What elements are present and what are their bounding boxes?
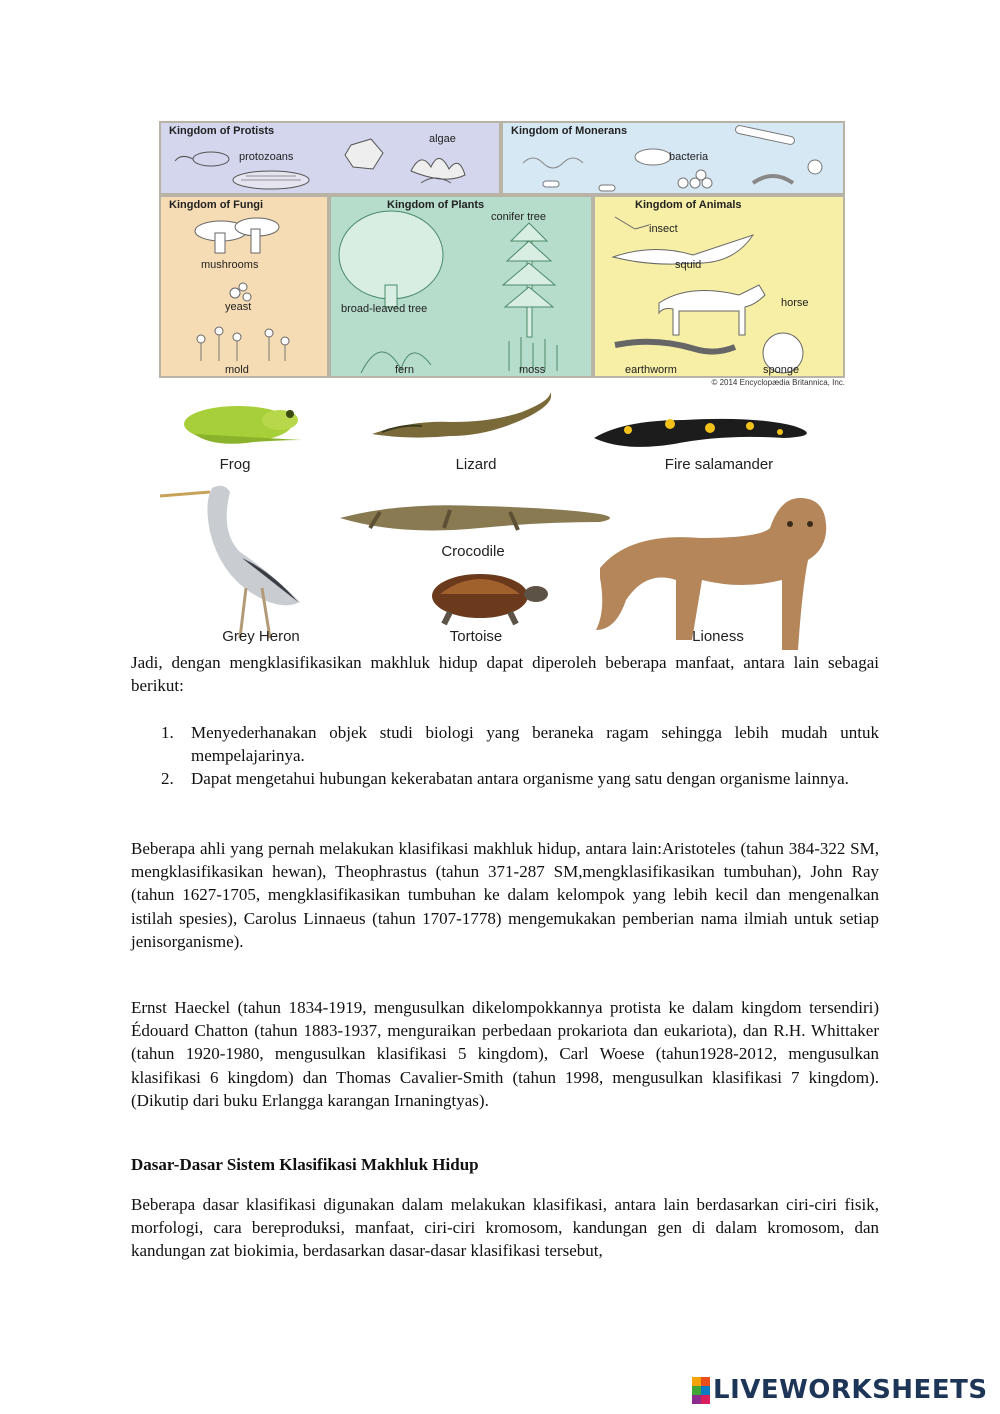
protists-panel <box>159 121 501 195</box>
fire-salamander-image <box>594 419 807 447</box>
protists-title: Kingdom of Protists <box>169 125 275 137</box>
mold-label: mold <box>225 364 249 376</box>
plants-title: Kingdom of Plants <box>387 199 485 211</box>
mushrooms-label: mushrooms <box>201 259 259 271</box>
animals-panel <box>593 195 845 378</box>
moss-label: moss <box>519 364 546 376</box>
section-heading: Dasar-Dasar Sistem Klasifikasi Makhluk Hidup <box>131 1155 479 1174</box>
experts-paragraph-2: Ernst Haeckel (tahun 1834-1919, mengusulkan dikelompokkannya protista ke dalam kingdom tersendiri) Édouard Chatton (tahun 1883-1937, menguraikan perbedaan prokariota dan eukariota), dan R.H. Whittaker (tahun 1920-1980, mengusulkan klasifikasi 5 kingdom), Carl Woese (tahun1928-2012, mengusulkan klasifikasi 6 kingdom) dan Thomas Cavalier-Smith (tahun 1998, mengusulkan klasifikasi 7 kingdom). (Dikutip dari buku Erlangga karangan Irnaningtyas). <box>131 998 879 1110</box>
list-item-number: 1. <box>161 723 174 742</box>
animals-figure <box>150 388 850 650</box>
algae-label: algae <box>429 133 456 145</box>
bacteria-label: bacteria <box>669 151 709 163</box>
grey-heron-image <box>160 486 300 638</box>
lizard-image <box>372 392 551 438</box>
conifer-tree-label: conifer tree <box>491 211 547 223</box>
lioness-caption: Lioness <box>692 628 744 645</box>
frog-image <box>184 406 302 444</box>
list-item-number: 2. <box>161 769 174 789</box>
squid-label: squid <box>675 259 702 271</box>
logo-blocks-icon <box>692 1377 710 1404</box>
crocodile-caption: Crocodile <box>441 543 505 560</box>
logo-text: LIVEWORKSHEETS <box>713 1375 988 1405</box>
benefits-list <box>131 721 879 791</box>
lizard-caption: Lizard <box>455 456 497 473</box>
protozoans-label: protozoans <box>239 151 294 163</box>
plants-panel <box>329 195 593 378</box>
tortoise-image <box>432 574 548 624</box>
animals-photos <box>150 388 850 650</box>
frog-caption: Frog <box>219 456 251 473</box>
insect-label: insect <box>649 223 678 235</box>
list-item <box>131 767 879 790</box>
monerans-panel <box>501 121 845 195</box>
tortoise-caption: Tortoise <box>449 628 503 645</box>
yeast-label: yeast <box>225 301 252 313</box>
fern-label: fern <box>395 364 414 376</box>
grey-heron-caption: Grey Heron <box>222 628 300 645</box>
fungi-illustration <box>161 197 329 378</box>
plants-illustration <box>331 197 593 378</box>
broad-leaved-tree-label: broad-leaved tree <box>341 303 428 315</box>
list-item-text: Menyederhanakan objek studi biologi yang beraneka ragam sehingga lebih mudah untuk mempelajarinya. <box>191 723 879 766</box>
copyright-notice: © 2014 Encyclopædia Britannica, Inc. <box>711 378 845 387</box>
animals-title: Kingdom of Animals <box>635 199 742 211</box>
intro-paragraph: Jadi, dengan mengklasifikasikan makhluk hidup dapat diperoleh beberapa manfaat, antara lain sebagai berikut: <box>131 653 879 696</box>
earthworm-label: earthworm <box>625 364 677 376</box>
animals-illustration <box>595 197 845 378</box>
fire-salamander-caption: Fire salamander <box>664 456 774 473</box>
kingdoms-figure <box>159 121 845 389</box>
liveworksheets-logo <box>692 1376 988 1404</box>
list-item <box>131 721 879 767</box>
basis-paragraph: Beberapa dasar klasifikasi digunakan dalam melakukan klasifikasi, antara lain berdasarkan ciri-ciri fisik, morfologi, cara bereproduksi, manfaat, ciri-ciri kromosom, kandungan gen di dalam kromosom, dan kandungan zat biokimia, berdasarkan dasar-dasar klasifikasi tersebut, <box>131 1195 879 1261</box>
experts-paragraph-1: Beberapa ahli yang pernah melakukan klasifikasi makhluk hidup, antara lain:Aristoteles (tahun 384-322 SM, mengklasifikasikan hewan), Theophrastus (tahun 371-287 SM,mengklasifikasikan tumbuhan), John Ray (tahun 1627-1705, mengklasifikasikan tumbuhan ke dalam kelompok yang lebih kecil dan mengenalkan istilah spesies), Carolus Linnaeus (tahun 1707-1778) mengemukakan pemberian nama ilmiah untuk setiap jenisorganisme). <box>131 839 879 951</box>
list-item-text: Dapat mengetahui hubungan kekerabatan antara organisme yang satu dengan organisme lainnya. <box>191 769 849 789</box>
fungi-title: Kingdom of Fungi <box>169 199 264 211</box>
crocodile-image <box>340 505 610 530</box>
horse-label: horse <box>781 297 809 309</box>
monerans-title: Kingdom of Monerans <box>511 125 628 137</box>
sponge-label: sponge <box>763 364 800 376</box>
fungi-panel <box>159 195 329 378</box>
